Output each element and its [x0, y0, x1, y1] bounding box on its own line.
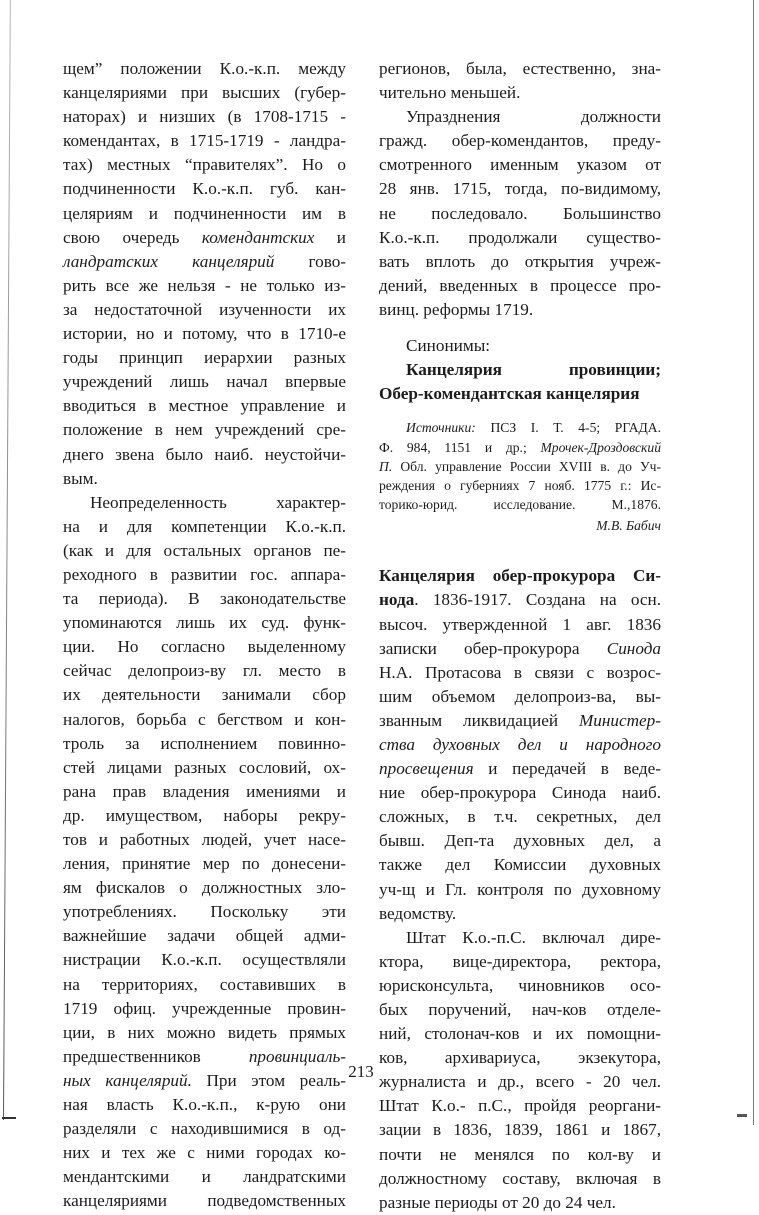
text-line: регионов, была, естественно, зна- — [379, 59, 661, 78]
text-run: записки обер-прокурора — [379, 638, 607, 658]
text-line: ная власть К.о.-к.п., к-рую они — [63, 1095, 346, 1115]
paragraph — [379, 57, 661, 105]
text-line: сложных, в т.ч. секретных, дел — [379, 807, 661, 827]
text-line: гражд. обер-комендантов, преду- — [379, 131, 661, 151]
text-run: и — [314, 227, 347, 247]
text-line: за недостаточной изученности их — [63, 299, 346, 319]
text-run: званным ликвидацией — [379, 710, 579, 730]
text-line: наторах) и низших (в 1708-1715 - — [63, 107, 346, 127]
text-line: их деятельности занимали сбор — [63, 685, 346, 705]
page-number: 213 — [348, 1062, 374, 1081]
italic-term: Министер- — [578, 710, 661, 730]
text-line: тах) местных “правителях”. Но о — [63, 155, 346, 175]
text-line: винц. реформы 1719. — [379, 299, 534, 319]
text-run: свою очередь — [63, 227, 202, 247]
text-run: ПСЗ I. Т. 4-5; РГАДА. — [475, 420, 661, 436]
text-line: вать вплоть до открытия учреж- — [379, 251, 661, 271]
text-line: К.о.-к.п. продолжали существо- — [379, 227, 661, 247]
text-line: бывш. Деп-та духовных дел, а — [379, 831, 661, 851]
entry-headword: Канцелярия обер-прокурора Си- — [379, 566, 661, 586]
text-run: Ф. 984, 1151 и др.; — [379, 439, 541, 455]
text-line: мендантскими и ландратскими — [63, 1167, 346, 1187]
text-run: При этом реаль- — [191, 1070, 347, 1090]
text-line: вым. — [63, 468, 98, 488]
text-line: должностному составу, включая в — [379, 1168, 661, 1188]
text-line: упоминаются лишь их суд. функ- — [63, 613, 346, 633]
text-line: торико-юрид. исследование. М.,1876. — [379, 497, 661, 513]
text-line: смотренного именным указом от — [379, 155, 661, 175]
italic-term: Синода — [606, 638, 661, 658]
text-line: чительно меньшей. — [379, 83, 521, 103]
page-edge-mark — [2, 1117, 16, 1119]
left-column — [63, 57, 346, 1214]
text-line — [379, 757, 661, 781]
text-line: тов и работных людей, учет насе- — [63, 830, 346, 849]
text-run: гово- — [274, 251, 347, 271]
author-name: Мрочек-Дроздовский — [540, 439, 661, 455]
text-line: щем” положении К.о.-к.п. между — [63, 59, 346, 78]
text-line: также дел Комиссии духовных — [379, 855, 661, 875]
italic-term: ства духовных дел и народного — [379, 734, 661, 754]
text-line: не последовало. Большинство — [379, 203, 661, 223]
text-line: ления, принятие мер по донесени- — [63, 854, 346, 874]
text-line: ям фискалов о должностных зло- — [63, 878, 346, 898]
text-line: ктора, вице-директора, ректора, — [379, 951, 661, 971]
synonym-term: Канцелярия — [406, 360, 502, 380]
text-line: шим объемом делопроиз-ва, вы- — [379, 686, 661, 706]
text-line: ний, столонач-ков и их помощни- — [379, 1024, 661, 1044]
text-line: годы принцип иерархии разных — [63, 348, 346, 368]
text-line: налогов, борьба с бегством и кон- — [63, 709, 346, 729]
text-line: на территориях, составивших в — [63, 974, 346, 994]
article-author: М.В. Бабич — [596, 518, 661, 534]
text-line: реждения о губерниях 7 нояб. 1775 г.: Ис- — [379, 477, 661, 493]
text-line: важнейшие задачи общей адми- — [63, 926, 346, 946]
text-line: зации в 1836, 1839, 1861 и 1867, — [379, 1120, 661, 1140]
entry-title — [379, 564, 661, 588]
text-line: целяриям и подчиненности им в — [63, 203, 346, 223]
entry-headword: нода — [379, 590, 415, 610]
text-line: ции, в них можно видеть прямых — [63, 1022, 346, 1042]
text-line: (как и для остальных органов пе- — [63, 540, 346, 560]
text-line: Штат К.о.- п.С., пройдя реоргани- — [379, 1096, 661, 1116]
text-line: подчиненности К.о.-к.п. губ. кан- — [63, 179, 346, 199]
text-line: стей лицами разных сословий, ох- — [63, 757, 346, 777]
text-line: Штат К.о.-п.С. включал дире- — [406, 927, 661, 947]
sources-label: Источники: — [406, 420, 476, 436]
text-line: рить все же нельзя - не только из- — [63, 275, 346, 295]
text-line: бых поручений, нач-ков отделе- — [379, 1000, 661, 1020]
text-line: истории, но и потому, что в 1710-е — [63, 324, 346, 344]
text-line: вводиться в местное управление и — [63, 396, 346, 416]
text-line: та периода). В законодательстве — [63, 589, 346, 609]
text-run: Обл. управление России XVIII в. до Уч- — [392, 458, 661, 474]
text-line — [379, 438, 661, 457]
text-run: предшественников — [63, 1046, 249, 1066]
synonyms-list — [379, 358, 661, 406]
text-line: употреблениях. Поскольку эти — [63, 902, 346, 922]
text-line: ции. Но согласно выделенному — [63, 637, 346, 657]
text-line: канцеляриями подведомственных — [63, 1191, 346, 1211]
text-line: ведомству. — [379, 903, 457, 923]
text-line: почти не менялся по кол-ву и — [379, 1144, 661, 1164]
italic-term: провинциаль- — [248, 1046, 346, 1066]
text-line: нистрации К.о.-к.п. осуществляли — [63, 950, 346, 970]
italic-term: комендантских — [201, 227, 315, 247]
text-run: и передачей в веде- — [473, 759, 661, 779]
text-line: канцеляриями при высших (губер- — [63, 83, 346, 103]
text-line: них и тех же с ними городах ко- — [63, 1143, 346, 1163]
text-line: сейчас делопроиз-ву гл. место в — [63, 661, 346, 681]
text-line: ков, архивариуса, экзекутора, — [379, 1048, 661, 1068]
author-name: П. — [379, 458, 393, 474]
text-line: др. имуществом, наборы рекру- — [63, 805, 346, 825]
text-line: юрисконсульта, чиновников осо- — [379, 975, 661, 995]
synonyms-label: Синонимы: — [406, 336, 491, 356]
text-line: реходного в развитии гос. аппара- — [63, 564, 346, 584]
text-line: ние обер-прокурора Синода наиб. — [379, 783, 661, 803]
synonym-term: провинции; — [568, 360, 661, 380]
sources — [379, 418, 661, 514]
text-line: комендантах, в 1715-1719 - ландра- — [63, 131, 346, 151]
text-line: Упразднения должности — [406, 107, 661, 127]
text-run: . 1836-1917. Создана на осн. — [414, 590, 661, 610]
text-line: Неопределенность характер- — [90, 492, 346, 512]
text-line — [379, 733, 661, 757]
text-line — [379, 709, 661, 733]
text-line — [63, 226, 346, 250]
text-line: уч-щ и Гл. контроля по духовному — [379, 879, 661, 899]
paragraph — [63, 491, 346, 1214]
text-line: журналиста и др., всего - 20 чел. — [379, 1072, 661, 1092]
text-line: дений, введенных в процессе про- — [379, 275, 661, 295]
text-line: на и для компетенции К.о.-к.п. — [63, 516, 346, 536]
text-line: разделяли с находившимися в од- — [63, 1119, 346, 1139]
text-line: разные периоды от 20 до 24 чел. — [379, 1192, 616, 1212]
text-line — [379, 637, 661, 661]
text-line: 28 янв. 1715, тогда, по-видимому, — [379, 179, 661, 199]
paragraph — [379, 105, 661, 322]
text-line: днего звена было наиб. неустойчи- — [63, 444, 346, 464]
text-line — [63, 250, 346, 274]
text-line — [379, 588, 661, 612]
page-edge-left — [3, 0, 11, 1120]
italic-term: ных канцелярий. — [63, 1070, 192, 1090]
text-line: учреждений лишь начал впервые — [63, 372, 346, 392]
text-line: положение в нем учреждений сре- — [63, 420, 346, 440]
paragraph — [63, 57, 346, 491]
right-column — [379, 57, 661, 1215]
page-edge-right — [753, 0, 754, 1125]
text-line: высоч. утвержденной 1 авг. 1836 — [379, 614, 661, 634]
italic-term: ландратских канцелярий — [63, 251, 275, 271]
text-line — [379, 457, 661, 476]
text-line: 1719 офиц. учрежденные провин- — [63, 998, 346, 1018]
text-line: Н.А. Протасова в связи с возрос- — [379, 662, 661, 682]
text-line: рана прав владения имениями и — [63, 781, 346, 801]
synonym-term: Обер-комендантская канцелярия — [379, 384, 640, 404]
italic-term: просвещения — [379, 759, 474, 779]
page-edge-mark — [737, 1114, 747, 1117]
text-line — [379, 358, 661, 382]
dictionary-entry — [379, 564, 661, 925]
text-line: троль за исполнением повинно- — [63, 733, 346, 753]
text-line — [379, 418, 661, 437]
